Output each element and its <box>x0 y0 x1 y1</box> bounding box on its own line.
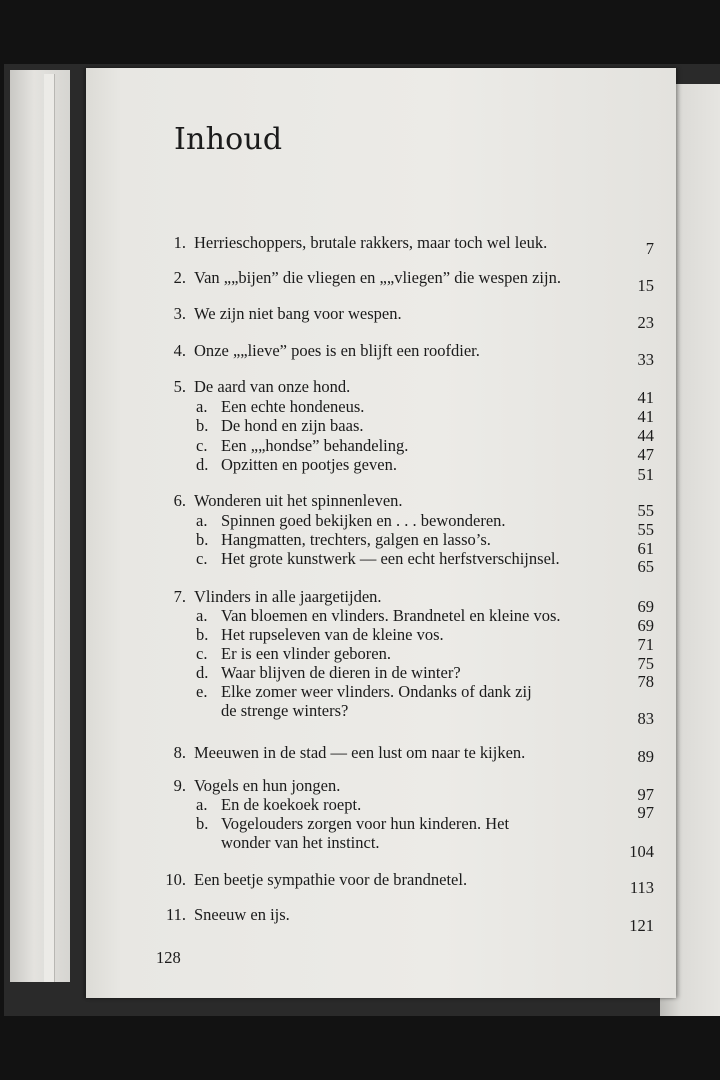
book-back-board <box>10 70 70 982</box>
toc-page-number: 113 <box>629 878 654 897</box>
toc-page-number: 61 <box>637 539 654 558</box>
toc-subentry-title: Een „„hondse” behandeling. <box>221 436 409 455</box>
toc-page-number: 44 <box>637 426 654 445</box>
toc-subentry-title: Elke zomer weer vlinders. Ondanks of dank zij <box>221 682 532 701</box>
toc-page-number: 69 <box>637 616 654 635</box>
toc-subentry-title: Waar blijven de dieren in de winter? <box>221 663 461 682</box>
toc-subentry-letter: a. <box>196 511 208 530</box>
toc-subentry-title: Vogelouders zorgen voor hun kinderen. Het <box>221 814 510 833</box>
toc-page-number: 41 <box>637 407 654 426</box>
book-board-edge <box>44 74 55 982</box>
toc-subentry-title: Het rupseleven van de kleine vos. <box>221 625 444 644</box>
toc-subentry-letter: d. <box>196 455 209 474</box>
toc-subentry-letter: b. <box>196 530 209 549</box>
toc-page-number: 104 <box>629 842 654 861</box>
toc-entry-number: 9. <box>173 776 186 795</box>
toc-entry-title: Sneeuw en ijs. <box>194 905 290 924</box>
toc-entry-number: 7. <box>173 587 186 606</box>
toc-subentry-title: Spinnen goed bekijken en . . . bewonderen. <box>221 511 506 530</box>
toc-entry-number: 10. <box>165 870 186 889</box>
toc-entry-number: 1. <box>173 233 186 252</box>
toc-subentry-title: Het grote kunstwerk — een echt herfstverschijnsel. <box>221 549 560 568</box>
toc-subentry-title: Hangmatten, trechters, galgen en lasso’s. <box>221 530 491 549</box>
toc-page-number: 78 <box>637 672 654 691</box>
toc-subentry-letter: c. <box>196 644 208 663</box>
toc-subentry-title: De hond en zijn baas. <box>221 416 364 435</box>
toc-subentry-title: wonder van het instinct. <box>221 833 380 852</box>
toc-page-number: 89 <box>637 747 654 766</box>
toc-page-number: 65 <box>637 557 654 576</box>
toc-page-number: 15 <box>637 276 654 295</box>
toc-entry-number: 5. <box>173 377 186 396</box>
toc-page-number: 75 <box>637 654 654 673</box>
toc-subentry-title: Van bloemen en vlinders. Brandnetel en kleine vos. <box>221 606 561 625</box>
toc-entry-number: 6. <box>173 491 186 510</box>
toc-page-number: 51 <box>637 465 654 484</box>
toc-entry-title: Een beetje sympathie voor de brandnetel. <box>194 870 468 889</box>
toc-entry-title: We zijn niet bang voor wespen. <box>194 304 402 323</box>
toc-entry-title: Vogels en hun jongen. <box>194 776 341 795</box>
toc-page-number: 23 <box>637 313 654 332</box>
toc-entry-number: 4. <box>173 341 186 360</box>
toc-page-number: 47 <box>637 445 654 464</box>
toc-subentry-letter: d. <box>196 663 209 682</box>
toc-subentry-letter: a. <box>196 397 208 416</box>
toc-subentry-letter: b. <box>196 416 209 435</box>
toc-page-number: 83 <box>637 709 654 728</box>
toc-subentry-letter: a. <box>196 795 208 814</box>
toc-subentry-letter: b. <box>196 625 209 644</box>
toc-subentry-title: Er is een vlinder geboren. <box>221 644 391 663</box>
toc-page-number: 55 <box>637 501 654 520</box>
toc-subentry-letter: a. <box>196 606 208 625</box>
toc-page-number: 69 <box>637 597 654 616</box>
toc-subentry-letter: b. <box>196 814 209 833</box>
toc-entry-number: 11. <box>165 905 186 924</box>
page-folio: 128 <box>156 948 181 967</box>
toc-subentry-letter: c. <box>196 549 208 568</box>
toc-entry-number: 8. <box>173 743 186 762</box>
toc-page-number: 71 <box>637 635 654 654</box>
toc-subentry-title: En de koekoek roept. <box>221 795 362 814</box>
toc-entry-title: Vlinders in alle jaargetijden. <box>194 587 382 606</box>
toc-entry-title: Herrieschoppers, brutale rakkers, maar toch wel leuk. <box>194 233 548 252</box>
toc-entry-number: 2. <box>173 268 186 287</box>
toc-entry-title: Onze „„lieve” poes is en blijft een roofdier. <box>194 341 480 360</box>
toc-entry-title: Van „„bijen” die vliegen en „„vliegen” die wespen zijn. <box>194 268 561 287</box>
toc-entry-number: 3. <box>173 304 186 323</box>
toc-subentry-title: Opzitten en pootjes geven. <box>221 455 397 474</box>
toc-subentry-letter: c. <box>196 436 208 455</box>
toc-page-number: 121 <box>629 916 654 935</box>
contents-page <box>86 68 676 998</box>
toc-page-number: 41 <box>637 388 654 407</box>
toc-page-number: 33 <box>637 350 654 369</box>
toc-subentry-letter: e. <box>196 682 208 701</box>
toc-entry-title: Meeuwen in de stad — een lust om naar te kijken. <box>194 743 526 762</box>
toc-page-number: 7 <box>645 239 654 258</box>
toc-page-number: 55 <box>637 520 654 539</box>
toc-page-number: 97 <box>637 803 654 822</box>
toc-entry-title: De aard van onze hond. <box>194 377 351 396</box>
page-title: Inhoud <box>174 122 283 157</box>
toc-page-number: 97 <box>637 785 654 804</box>
toc-subentry-title: de strenge winters? <box>221 701 349 720</box>
toc-entry-title: Wonderen uit het spinnenleven. <box>194 491 403 510</box>
toc-subentry-title: Een echte hondeneus. <box>221 397 365 416</box>
